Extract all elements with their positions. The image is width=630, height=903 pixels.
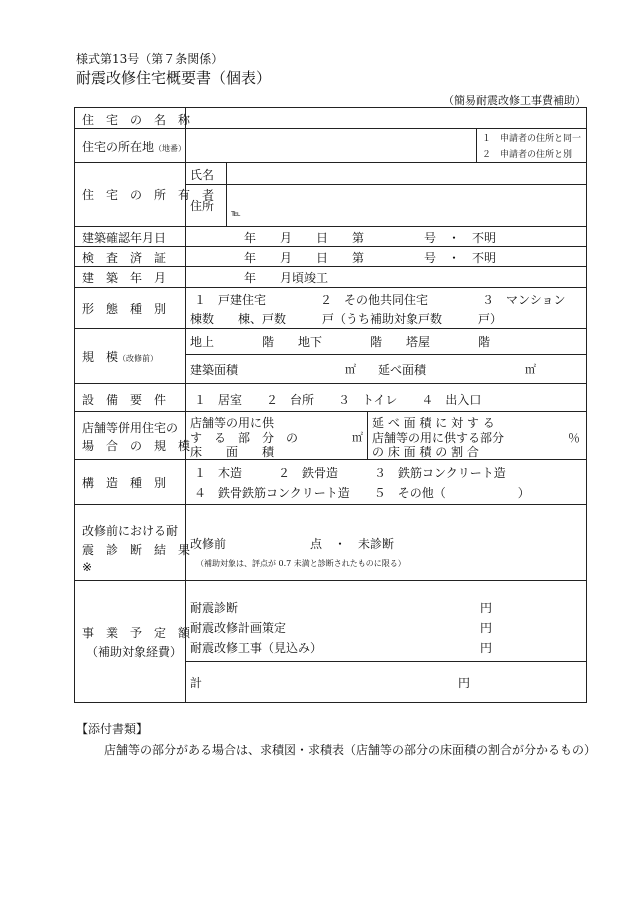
house-name-label: 住 宅 の 名 称 bbox=[82, 113, 191, 127]
confirmation-date-label: 建築確認年月日 bbox=[82, 231, 167, 245]
housing-type-mansion[interactable]: ３ マンション bbox=[482, 293, 566, 307]
building-area-unit: ㎡ bbox=[345, 363, 356, 376]
owner-name-label: 氏名 bbox=[190, 168, 215, 182]
scale-label: 規 模（改修前） bbox=[82, 350, 159, 364]
diagnosis-label-1: 改修前における耐 bbox=[82, 524, 179, 538]
equipment-label: 設 備 要 件 bbox=[82, 393, 167, 407]
store-ratio-unit: ％ bbox=[568, 431, 581, 445]
store-ratio-label-2: 店舗等の用に供する部分 bbox=[372, 431, 505, 445]
cost-total-unit: 円 bbox=[458, 676, 471, 690]
store-combined-label-1: 店舗等併用住宅の bbox=[82, 421, 179, 435]
inspection-cert-label: 検 査 済 証 bbox=[82, 251, 167, 265]
owner-tel-label: ℡ bbox=[231, 209, 241, 219]
construction-year-label: 建 築 年 月 bbox=[82, 271, 167, 285]
housing-count-line: 棟数 棟、戸数 戸（うち補助対象戸数 戸） bbox=[190, 312, 503, 326]
attachments-title: 【添付書類】 bbox=[76, 722, 149, 736]
store-ratio-label-3: の 床 面 積 の 割 合 bbox=[372, 445, 479, 459]
total-floor-area-label: 延べ面積 bbox=[378, 363, 427, 377]
owner-address-label: 住所 bbox=[190, 199, 215, 213]
planned-cost-label-1: 事 業 予 定 額 bbox=[82, 626, 191, 640]
cost-item-diagnosis-unit: 円 bbox=[480, 601, 493, 615]
store-area-label-3: 床 面 積 bbox=[190, 445, 275, 459]
store-area-label-2: す る 部 分 の bbox=[190, 431, 299, 445]
diagnosis-label-2: 震 診 断 結 果 bbox=[82, 543, 191, 557]
total-floor-area-unit: ㎡ bbox=[525, 363, 536, 376]
housing-type-label: 形 態 種 別 bbox=[82, 302, 167, 316]
store-ratio-label-1: 延 べ 面 積 に 対 す る bbox=[372, 416, 495, 430]
cost-item-diagnosis: 耐震診断 bbox=[190, 601, 239, 615]
subtitle: （簡易耐震改修工事費補助） bbox=[443, 94, 586, 107]
diagnosis-value: 改修前 点 ・ 未診断 bbox=[190, 537, 395, 551]
page-title: 耐震改修住宅概要書（個表） bbox=[76, 69, 272, 87]
diagnosis-label-3: ※ bbox=[82, 560, 93, 574]
diagnosis-note: （補助対象は、評点が 0.7 未満と診断されたものに限る） bbox=[196, 559, 406, 568]
store-combined-label-2: 場 合 の 規 模 bbox=[82, 439, 191, 453]
store-area-label-1: 店舗等の用に供 bbox=[190, 416, 275, 430]
house-name-value[interactable] bbox=[189, 110, 581, 126]
planned-cost-label-2: （補助対象経費） bbox=[86, 645, 183, 659]
cost-total-label: 計 bbox=[190, 676, 203, 690]
housing-type-detached[interactable]: １ 戸建住宅 bbox=[194, 293, 267, 307]
owner-label: 住 宅 の 所 有 者 bbox=[82, 188, 215, 202]
equipment-options: １ 居室 ２ 台所 ３ トイレ ４ 出入口 bbox=[194, 393, 482, 407]
form-number: 様式第13号（第７条関係） bbox=[76, 52, 224, 66]
construction-year-value: 年 月頃竣工 bbox=[244, 271, 329, 285]
store-area-unit: ㎡ bbox=[352, 431, 363, 444]
cost-item-construction-unit: 円 bbox=[480, 641, 493, 655]
location-option-same[interactable]: １ 申請者の住所と同一 bbox=[482, 134, 582, 144]
location-option-different[interactable]: ２ 申請者の住所と別 bbox=[482, 150, 573, 160]
cost-item-plan-unit: 円 bbox=[480, 621, 493, 635]
housing-type-other-shared[interactable]: ２ その他共同住宅 bbox=[320, 293, 429, 307]
floors-line: 地上 階 地下 階 塔屋 階 bbox=[190, 335, 491, 349]
structure-options-1: １ 木造 ２ 鉄骨造 ３ 鉄筋コンクリート造 bbox=[194, 466, 506, 480]
house-location-label: 住宅の所在地（地番） bbox=[82, 140, 187, 154]
cost-item-plan: 耐震改修計画策定 bbox=[190, 621, 287, 635]
confirmation-date-value: 年 月 日 第 号 ・ 不明 bbox=[244, 231, 497, 245]
attachments-text: 店舗等の部分がある場合は、求積図・求積表（店舗等の部分の床面積の割合が分かるもの） bbox=[104, 743, 597, 757]
inspection-cert-value: 年 月 日 第 号 ・ 不明 bbox=[244, 251, 497, 265]
building-area-label: 建築面積 bbox=[190, 363, 239, 377]
structure-label: 構 造 種 別 bbox=[82, 476, 167, 490]
structure-options-2: ４ 鉄骨鉄筋コンクリート造 ５ その他（ ） bbox=[194, 486, 530, 500]
cost-item-construction: 耐震改修工事（見込み） bbox=[190, 641, 323, 655]
